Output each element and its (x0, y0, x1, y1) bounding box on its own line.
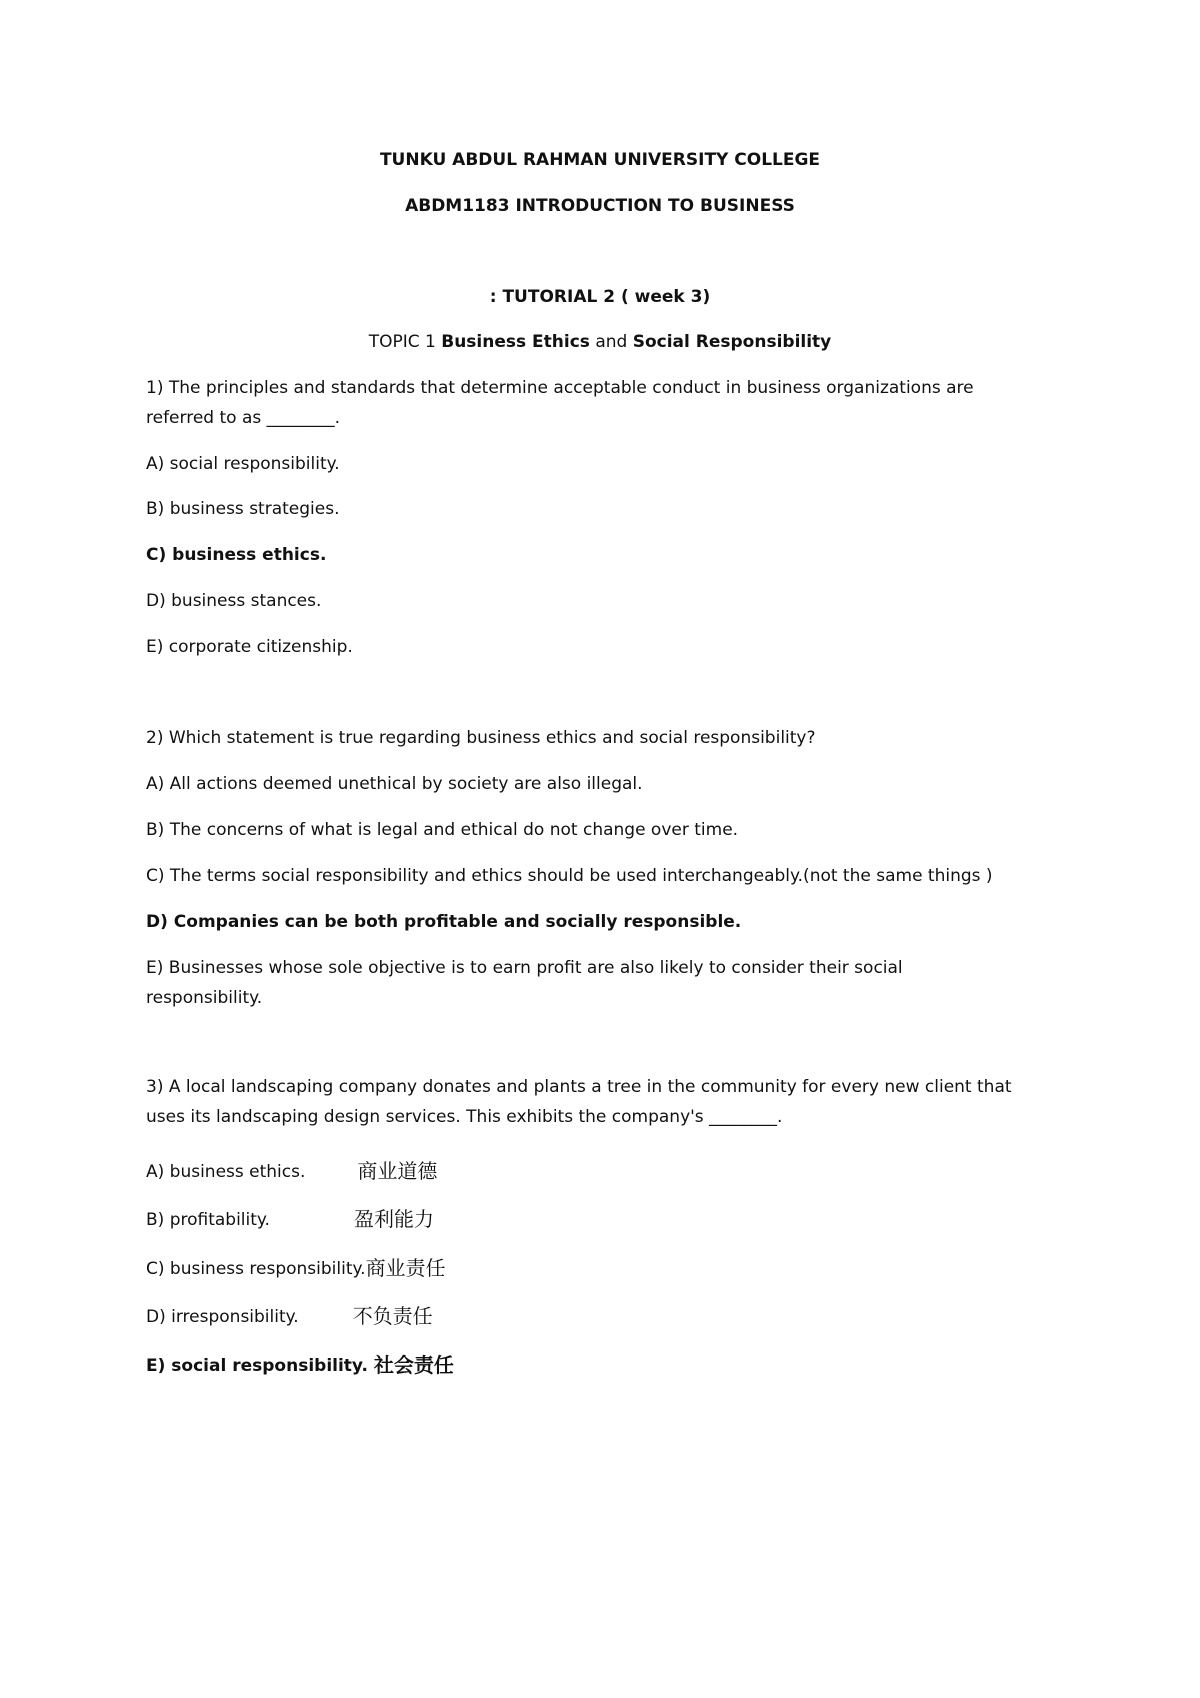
question-2-option-a: A) All actions deemed unethical by society are also illegal. (146, 774, 643, 794)
option-d-text: D) irresponsibility. (146, 1307, 299, 1327)
option-b-translation: 盈利能力 (353, 1207, 434, 1231)
option-e-translation: 社会责任 (373, 1353, 454, 1377)
question-1-option-d: D) business stances. (146, 591, 322, 611)
topic-part-2: Social Responsibility (632, 332, 832, 352)
option-c-text: C) business responsibility. (146, 1259, 366, 1279)
question-2-stem: 2) Which statement is true regarding business ethics and social responsibility? (146, 728, 816, 748)
tutorial-title: : TUTORIAL 2 ( week 3) (489, 287, 711, 307)
institution-title: TUNKU ABDUL RAHMAN UNIVERSITY COLLEGE (379, 150, 821, 170)
topic-part-1: Business Ethics (441, 332, 590, 352)
option-a-text: A) business ethics. (146, 1162, 306, 1182)
question-1-option-c-answer: C) business ethics. (146, 545, 327, 565)
question-3-stem-line-1: 3) A local landscaping company donates and plants a tree in the community for every new client that (146, 1077, 1012, 1097)
question-1-stem-line-1: 1) The principles and standards that determine acceptable conduct in business organizations are (146, 378, 974, 398)
question-3-stem-line-2: uses its landscaping design services. This exhibits the company's ________. (146, 1107, 783, 1127)
question-2-option-e-line-1: E) Businesses whose sole objective is to earn profit are also likely to consider their social (146, 958, 903, 978)
option-c-translation: 商业责任 (365, 1256, 446, 1280)
question-1-stem-line-2: referred to as ________. (146, 408, 341, 428)
question-3-option-c (146, 1251, 446, 1280)
option-e-text: E) social responsibility. (146, 1356, 368, 1376)
topic-line (0, 332, 1200, 352)
question-1-option-e: E) corporate citizenship. (146, 637, 353, 657)
topic-prefix: TOPIC 1 (368, 332, 442, 352)
question-2-option-c: C) The terms social responsibility and ethics should be used interchangeably.(not the same things ) (146, 866, 993, 886)
question-3-option-b (146, 1202, 434, 1231)
question-2-option-e-line-2: responsibility. (146, 988, 263, 1008)
option-b-text: B) profitability. (146, 1210, 270, 1230)
question-3-option-a (146, 1154, 437, 1183)
question-3-option-e-answer (146, 1348, 454, 1377)
question-2-option-d-answer: D) Companies can be both profitable and socially responsible. (146, 912, 742, 932)
question-1-option-b: B) business strategies. (146, 499, 340, 519)
topic-connector: and (589, 332, 633, 352)
option-d-translation: 不负责任 (352, 1304, 433, 1328)
question-1-option-a: A) social responsibility. (146, 454, 340, 474)
question-2-option-b: B) The concerns of what is legal and ethical do not change over time. (146, 820, 739, 840)
question-3-option-d (146, 1299, 433, 1328)
option-a-translation: 商业道德 (357, 1159, 438, 1183)
course-title: ABDM1183 INTRODUCTION TO BUSINESS (405, 196, 795, 216)
